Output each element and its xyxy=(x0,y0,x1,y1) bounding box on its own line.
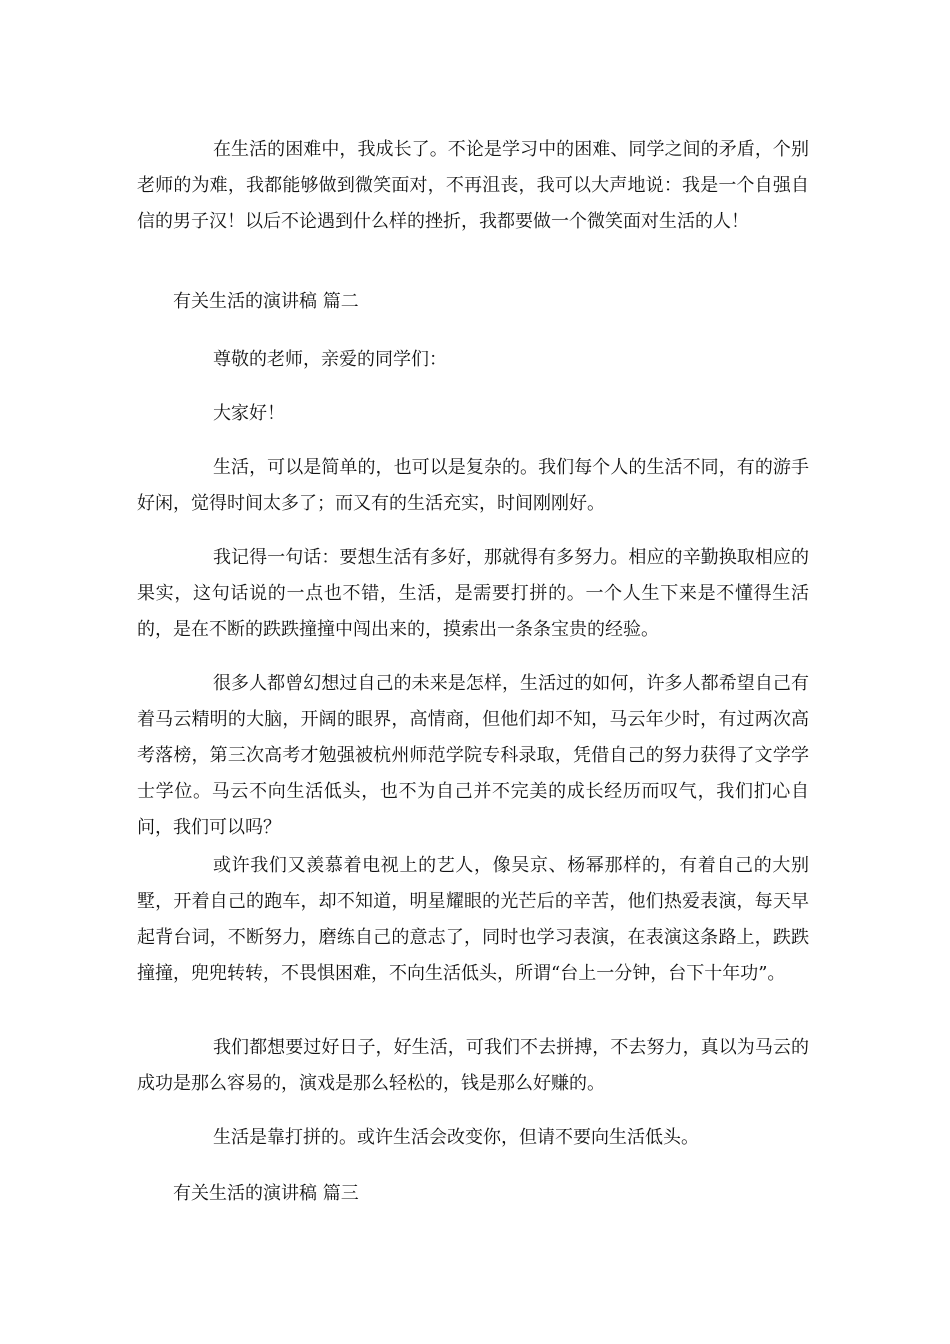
paragraph-salutation: 尊敬的老师，亲爱的同学们： xyxy=(213,349,447,370)
paragraph-artists: 或许我们又羡慕着电视上的艺人，像吴京、杨幂那样的，有着自己的大别墅，开着自己的跑车，却不知道，明星耀眼的光芒后的辛苦，他们热爱表演，每天早起背台词，不断努力，磨练自己的意志了，同时也学习表演，在表演这条路上，跌跌撞撞，兜兜转转，不畏惧困难，不向生活低头，所谓“台上一分钟，台下十年功”。 xyxy=(137,855,809,984)
section-heading-2: 有关生活的演讲稿 篇二 xyxy=(173,291,359,312)
paragraph-greeting: 大家好！ xyxy=(213,403,285,424)
paragraph-good-life: 我们都想要过好日子，好生活，可我们不去拼搏，不去努力，真以为马云的成功是那么容易的，演戏是那么轻松的，钱是那么好赚的。 xyxy=(137,1037,809,1094)
paragraph-jack-ma: 很多人都曾幻想过自己的未来是怎样，生活过的如何，许多人都希望自己有着马云精明的大脑，开阔的眼界，高情商，但他们却不知，马云年少时，有过两次高考落榜，第三次高考才勉强被杭州师范学院专科录取，凭借自己的努力获得了文学学士学位。马云不向生活低头，也不为自己并不完美的成长经历而叹气，我们扪心自问，我们可以吗？ xyxy=(137,673,809,838)
paragraph-life-simple: 生活，可以是简单的，也可以是复杂的。我们每个人的生活不同，有的游手好闲，觉得时间太多了；而又有的生活充实，时间刚刚好。 xyxy=(137,457,809,514)
paragraph-conclusion: 生活是靠打拼的。或许生活会改变你，但请不要向生活低头。 xyxy=(213,1127,699,1148)
paragraph-growth: 在生活的困难中，我成长了。不论是学习中的困难、同学之间的矛盾，个别老师的为难，我都能够做到微笑面对，不再沮丧，我可以大声地说：我是一个自强自信的男子汉！以后不论遇到什么样的挫折，我都要做一个微笑面对生活的人！ xyxy=(137,139,809,232)
paragraph-effort: 我记得一句话：要想生活有多好，那就得有多努力。相应的辛勤换取相应的果实，这句话说的一点也不错，生活，是需要打拼的。一个人生下来是不懂得生活的，是在不断的跌跌撞撞中闯出来的，摸索出一条条宝贵的经验。 xyxy=(137,547,809,640)
section-heading-3: 有关生活的演讲稿 篇三 xyxy=(173,1183,359,1204)
